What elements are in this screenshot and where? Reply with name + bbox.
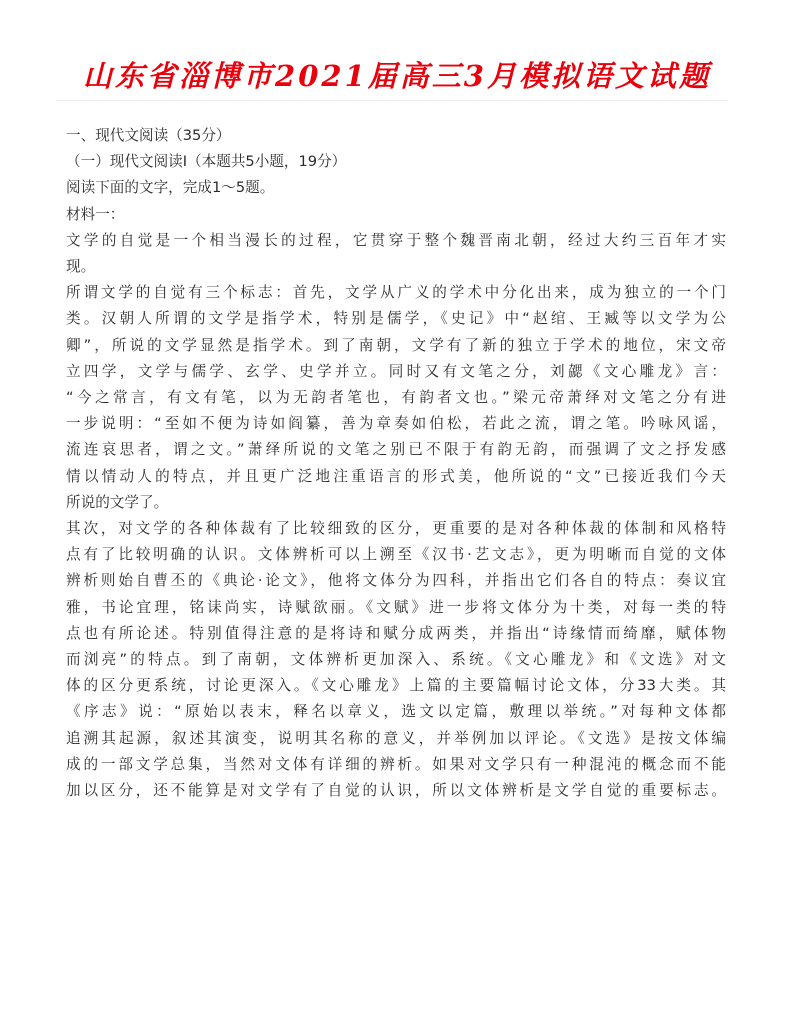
section-heading: 一、现代文阅读（35分） <box>66 127 231 144</box>
text-line: 《序志》说：“原始以表末，释名以章义，选文以定篇，敷理以举统。”对每种文体都 <box>66 703 726 721</box>
text-line: 其次，对文学的各种体裁有了比较细致的区分，更重要的是对各种体裁的体制和风格特 <box>66 520 726 538</box>
text-line: 追溯其起源，叙述其演变，说明其名称的意义，并举例加以评论。《文选》是按文体编 <box>66 729 726 747</box>
document-title: 山东省淄博市2021届高三3月模拟语文试题 <box>83 59 711 93</box>
document-body <box>66 123 726 804</box>
text-line: 加以区分，还不能算是对文学有了自觉的认识，所以文体辨析是文学自觉的重要标志。 <box>66 782 726 800</box>
instruction-line: 阅读下面的文字，完成1～5题。 <box>66 179 275 197</box>
text-line: 一步说明：“至如不便为诗如阎纂，善为章奏如伯松，若此之流，谓之笔。吟咏风谣， <box>66 415 726 433</box>
text-line: 卿”，所说的文学显然是指学术。到了南朝，文学有了新的独立于学术的地位，宋文帝 <box>66 336 726 354</box>
text-line: 而浏亮”的特点。到了南朝，文体辨析更加深入、系统。《文心雕龙》和《文选》对文 <box>66 651 726 669</box>
text-line: 类。汉朝人所谓的文学是指学术，特别是儒学，《史记》中“赵绾、王臧等以文学为公 <box>66 310 726 328</box>
text-line: 情以情动人的特点，并且更广泛地注重语言的形式美，他所说的“文”已接近我们今天 <box>66 467 726 485</box>
text-line: 点也有所论述。特别值得注意的是将诗和赋分成两类，并指出“诗缘情而绮靡，赋体物 <box>66 624 726 642</box>
title-divider <box>56 100 728 101</box>
text-line: 所说的文学了。 <box>66 493 169 511</box>
text-line: 辨析则始自曹丕的《典论·论文》，他将文体分为四科，并指出它们各自的特点：奏议宜 <box>66 572 726 590</box>
text-line: 点有了比较明确的认识。文体辨析可以上溯至《汉书·艺文志》，更为明晰而自觉的文体 <box>66 546 726 564</box>
material-label: 材料一： <box>66 205 125 223</box>
subsection-heading: （一）现代文阅读Ⅰ（本题共5小题，19分） <box>66 153 347 171</box>
text-line: 立四学，文学与儒学、玄学、史学并立。同时又有文笔之分，刘勰《文心雕龙》言： <box>66 362 726 380</box>
text-line: 成的一部文学总集，当然对文体有详细的辨析。如果对文学只有一种混沌的概念而不能 <box>66 755 726 773</box>
text-line: 流连哀思者，谓之文。”萧绎所说的文笔之别已不限于有韵无韵，而强调了文之抒发感 <box>66 441 726 459</box>
text-line: 现。 <box>66 258 96 276</box>
text-line: 体的区分更系统，讨论更深入。《文心雕龙》上篇的主要篇幅讨论文体，分33大类。其 <box>66 677 726 695</box>
text-line: 所谓文学的自觉有三个标志：首先，文学从广义的学术中分化出来，成为独立的一个门 <box>66 284 726 302</box>
text-line: 雅，书论宜理，铭诔尚实，诗赋欲丽。《文赋》进一步将文体分为十类，对每一类的特 <box>66 598 726 616</box>
text-line: “今之常言，有文有笔，以为无韵者笔也，有韵者文也。”梁元帝萧绎对文笔之分有进 <box>66 389 726 407</box>
text-line: 文学的自觉是一个相当漫长的过程，它贯穿于整个魏晋南北朝，经过大约三百年才实 <box>66 231 726 249</box>
